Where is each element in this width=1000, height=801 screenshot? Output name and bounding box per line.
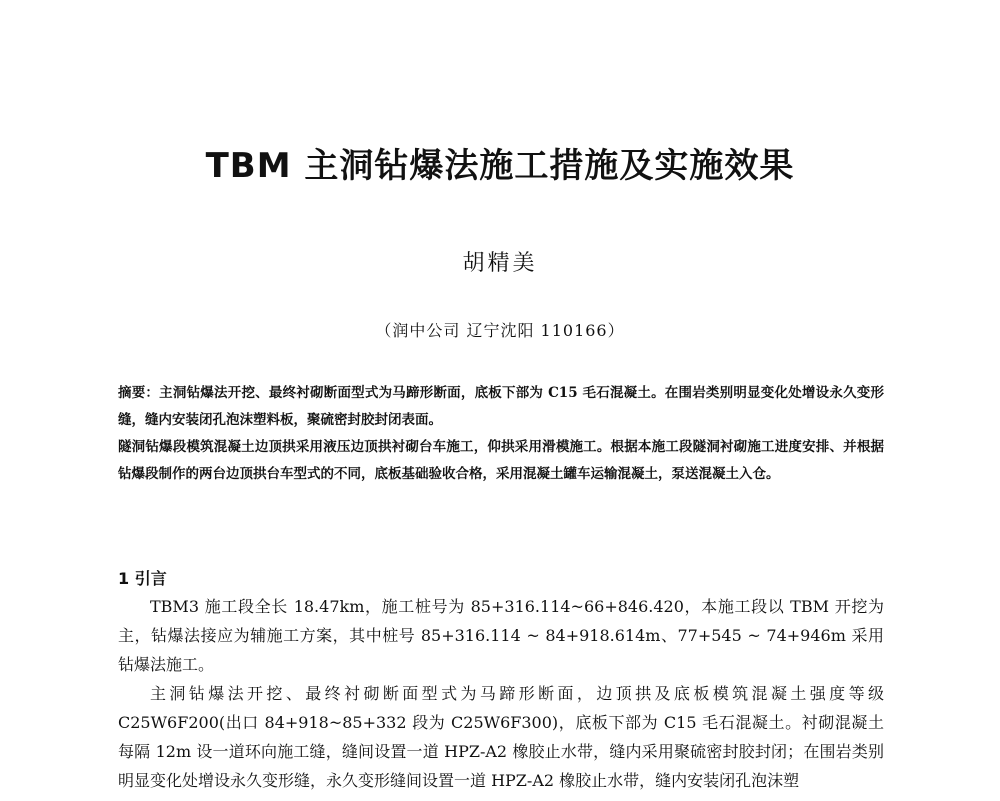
section-body — [118, 592, 884, 795]
section-heading-introduction: 1 引言 — [118, 569, 167, 588]
author-name: 胡精美 — [462, 251, 538, 276]
paper-title: TBM 主洞钻爆法施工措施及实施效果 — [205, 146, 795, 186]
abstract-paragraph-2: 隧洞钻爆段模筑混凝土边顶拱采用液压边顶拱衬砌台车施工，仰拱采用滑模施工。根据本施工段隧洞衬砌施工进度安排、并根据钻爆段制作的两台边顶拱台车型式的不同，底板基础验收合格，采用混凝土罐车运输混凝土，泵送混凝土入仓。 — [118, 439, 884, 482]
body-paragraph-1: TBM3 施工段全长 18.47km，施工桩号为 85+316.114~66+846.420，本施工段以 TBM 开挖为主，钻爆法接应为辅施工方案，其中桩号 85+316.114 ~ 84+918.614m、77+545 ~ 74+946m 采用钻爆法施工。 — [118, 597, 884, 674]
body-paragraph-2: 主洞钻爆法开挖、最终衬砌断面型式为马蹄形断面，边顶拱及底板模筑混凝土强度等级 C25W6F200(出口 84+918~85+332 段为 C25W6F300)，底板下部为 C15 毛石混凝土。衬砌混凝土每隔 12m 设一道环向施工缝，缝间设置一道 HPZ-A2 橡胶止水带，缝内采用聚硫密封胶封闭；在围岩类别明显变化处增设永久变形缝，永久变形缝间设置一道 HPZ-A2 橡胶止水带，缝内安装闭孔泡沫塑 — [118, 684, 884, 790]
author-affiliation: （润中公司 辽宁沈阳 110166） — [375, 321, 625, 340]
abstract-text-1: 主洞钻爆法开挖、最终衬砌断面型式为马蹄形断面，底板下部为 C15 毛石混凝土。在围岩类别明显变化处增设永久变形缝，缝内安装闭孔泡沫塑料板，聚硫密封胶封闭表面。 — [118, 385, 885, 428]
abstract — [118, 380, 884, 488]
abstract-label: 摘要： — [118, 385, 160, 401]
abstract-paragraph-1 — [118, 380, 884, 434]
